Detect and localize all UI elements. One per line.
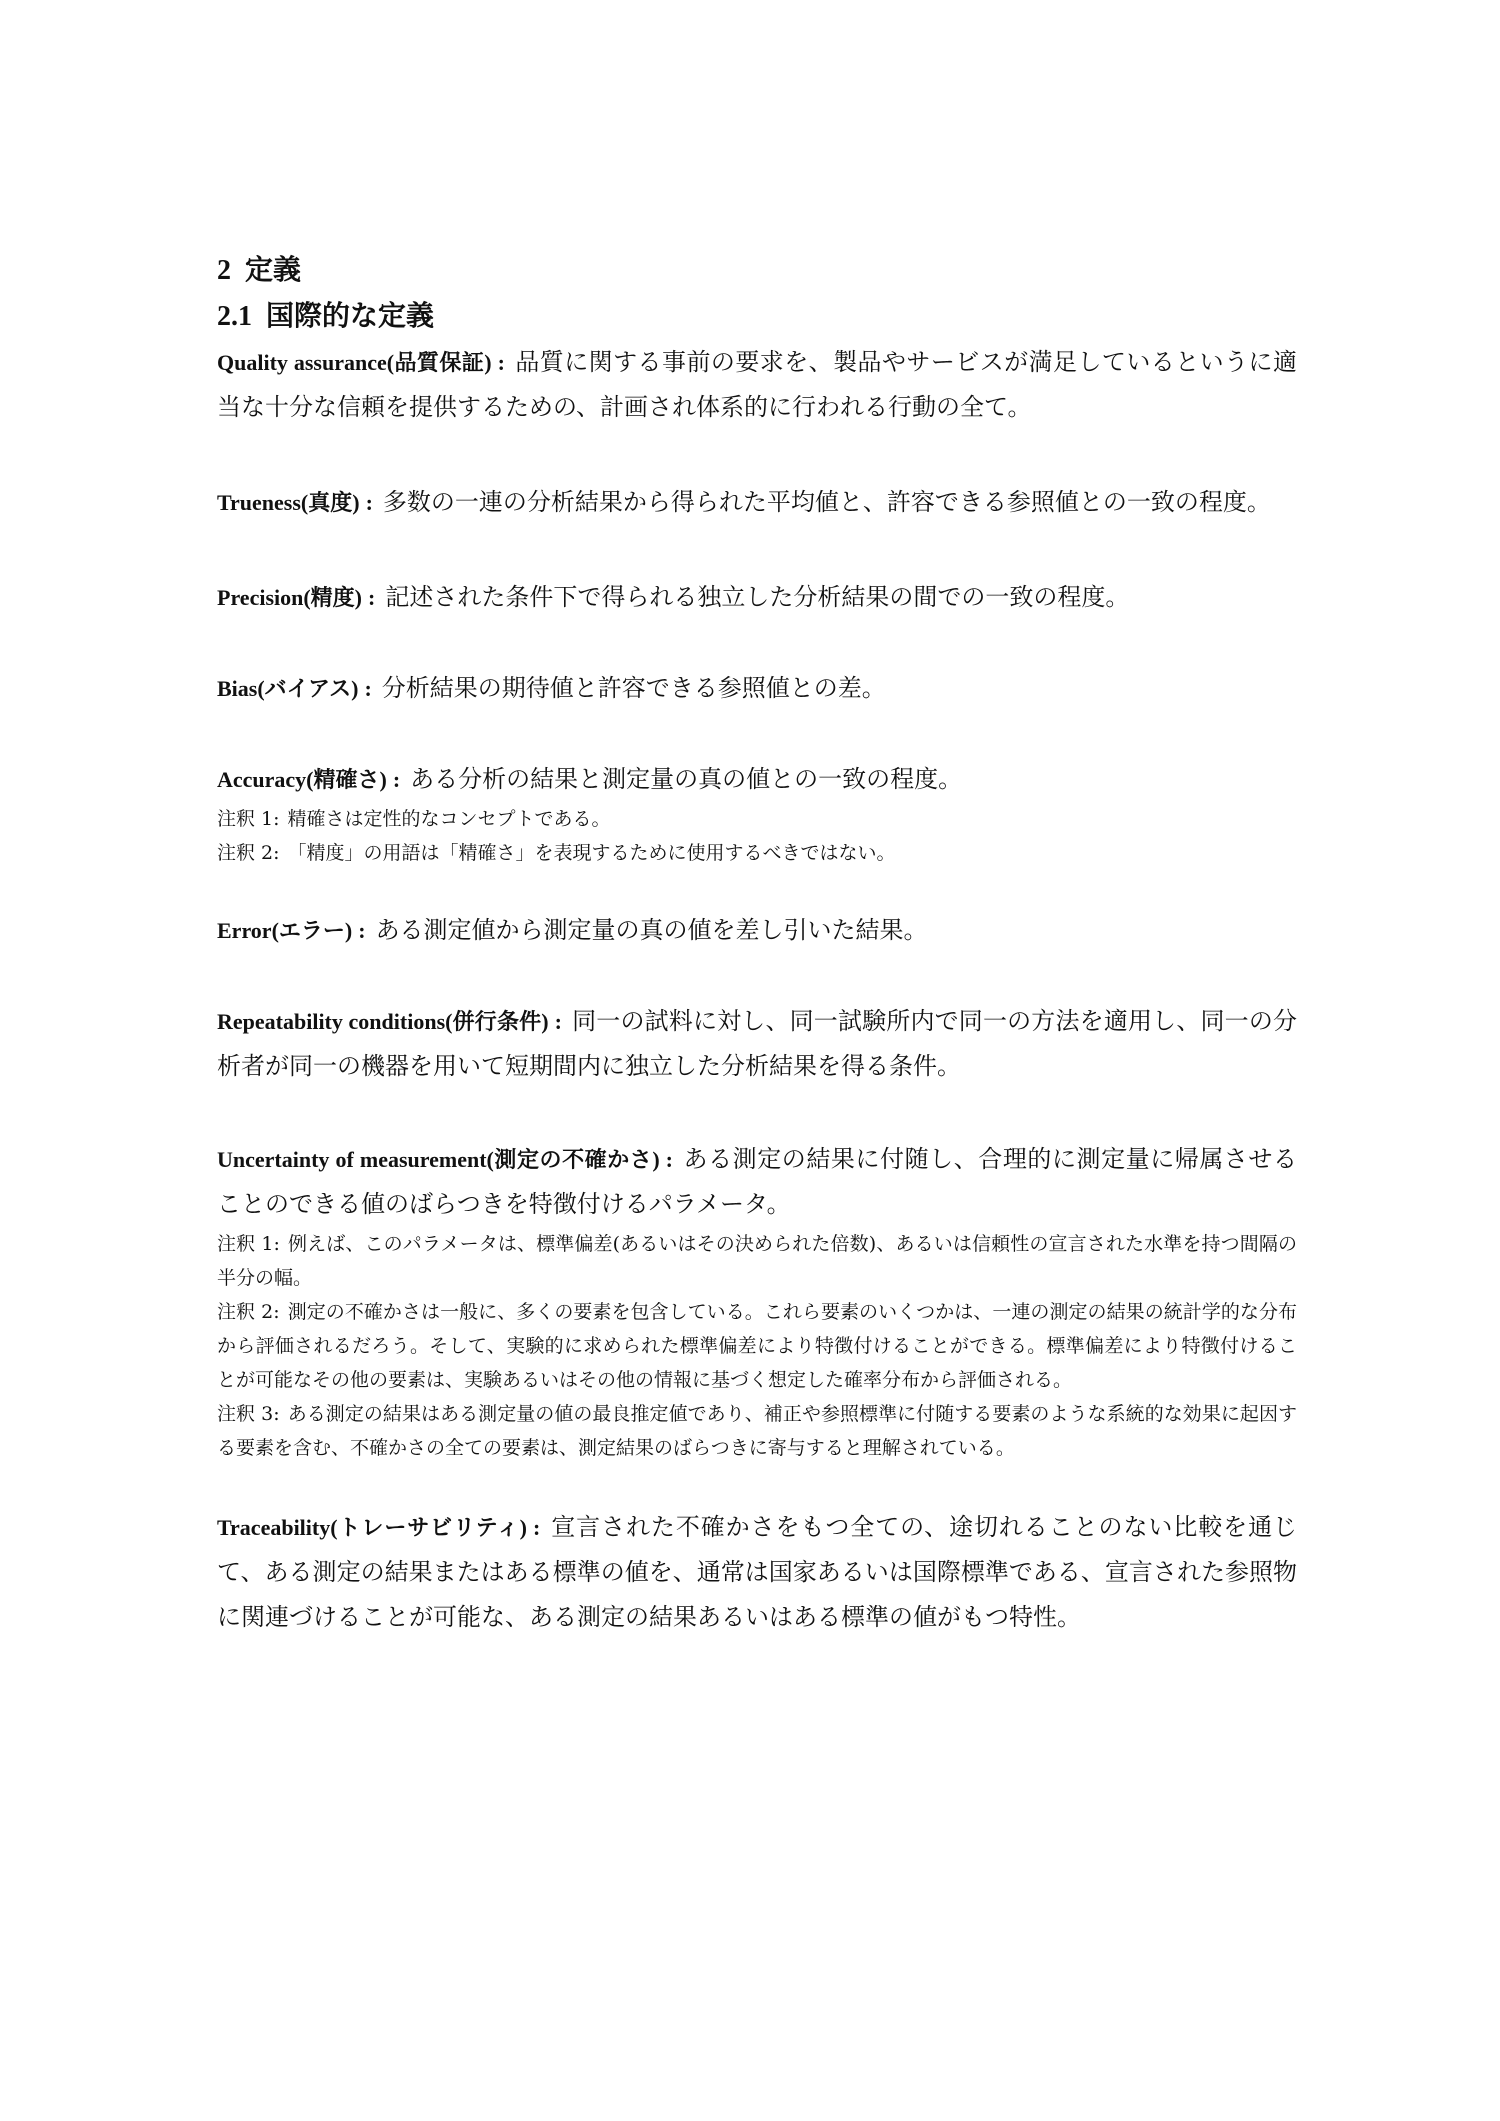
note-label: 注釈 2: xyxy=(217,842,280,864)
definition-accuracy xyxy=(217,757,1297,870)
section-heading xyxy=(217,248,1297,294)
definition-separator: : xyxy=(365,490,373,515)
note-label: 注釈 1: xyxy=(217,1233,280,1255)
definition-term: Uncertainty of measurement(測定の不確かさ) xyxy=(217,1147,660,1172)
note-text: 例えば、このパラメータは、標準偏差(あるいはその決められた倍数)、あるいは信頼性の宣言された水準を持つ間隔の半分の幅。 xyxy=(217,1233,1298,1289)
subsection-number: 2.1 xyxy=(217,301,252,332)
section-number: 2 xyxy=(217,255,231,286)
definition-term: Accuracy(精確さ) xyxy=(217,767,387,792)
definition-bias xyxy=(217,666,1297,711)
definition-body xyxy=(217,666,1297,711)
note-label: 注釈 3: xyxy=(217,1403,280,1425)
definition-separator: : xyxy=(497,350,505,375)
definition-text: 品質に関する事前の要求を、製品やサービスが満足しているというに適当な十分な信頼を提供するための、計画され体系的に行われる行動の全て。 xyxy=(217,348,1297,421)
definition-note xyxy=(217,1227,1297,1295)
definition-body xyxy=(217,480,1297,525)
note-text: ある測定の結果はある測定量の値の最良推定値であり、補正や参照標準に付随する要素のような系統的な効果に起因する要素を含む、不確かさの全ての要素は、測定結果のばらつきに寄与すると理解されている。 xyxy=(217,1403,1297,1459)
definition-term: Trueness(真度) xyxy=(217,490,360,515)
definition-term: Precision(精度) xyxy=(217,585,363,610)
definition-text: ある分析の結果と測定量の真の値との一致の程度。 xyxy=(410,765,963,793)
definition-term: Error(エラー) xyxy=(217,918,353,943)
definition-text: 同一の試料に対し、同一試験所内で同一の方法を適用し、同一の分析者が同一の機器を用いて短期間内に独立した分析結果を得る条件。 xyxy=(217,1007,1297,1080)
definition-separator: : xyxy=(358,918,366,943)
definition-text: 分析結果の期待値と許容できる参照値との差。 xyxy=(381,674,886,702)
definition-note xyxy=(217,1397,1297,1465)
definition-body xyxy=(217,575,1297,620)
definition-quality-assurance xyxy=(217,340,1297,430)
definition-separator: : xyxy=(665,1147,673,1172)
definition-body xyxy=(217,999,1297,1089)
definition-term: Bias(バイアス) xyxy=(217,676,359,701)
definition-text: 宣言された不確かさをもつ全ての、途切れることのない比較を通じて、ある測定の結果またはある標準の値を、通常は国家あるいは国際標準である、宣言された参照物に関連づけることが可能な、ある測定の結果あるいはある標準の値がもつ特性。 xyxy=(217,1513,1297,1631)
definition-separator: : xyxy=(554,1009,562,1034)
definition-separator: : xyxy=(532,1515,541,1540)
note-text: 「精度」の用語は「精確さ」を表現するために使用するべきではない。 xyxy=(287,842,896,864)
definition-term: Traceability(トレーサビリティ) xyxy=(217,1515,527,1540)
definition-term: Quality assurance(品質保証) xyxy=(217,350,492,375)
definition-text: 記述された条件下で得られる独立した分析結果の間での一致の程度。 xyxy=(385,583,1130,611)
definition-list xyxy=(217,340,1297,1640)
definition-error xyxy=(217,908,1297,953)
definition-body xyxy=(217,908,1297,953)
definition-separator: : xyxy=(392,767,401,792)
definition-text: ある測定の結果に付随し、合理的に測定量に帰属させることのできる値のばらつきを特徴付けるパラメータ。 xyxy=(217,1145,1297,1218)
note-text: 精確さは定性的なコンセプトである。 xyxy=(287,808,611,830)
definition-repeatability-conditions xyxy=(217,999,1297,1089)
definition-separator: : xyxy=(368,585,376,610)
definition-text: ある測定値から測定量の真の値を差し引いた結果。 xyxy=(375,916,928,944)
note-text: 測定の不確かさは一般に、多くの要素を包含している。これら要素のいくつかは、一連の測定の結果の統計学的な分布から評価されるだろう。そして、実験的に求められた標準偏差により特徴付けることができる。標準偏差により特徴付けることが可能なその他の要素は、実験あるいはその他の情報に基づく想定した確率分布から評価される。 xyxy=(217,1301,1297,1391)
note-label: 注釈 2: xyxy=(217,1301,280,1323)
definition-trueness xyxy=(217,480,1297,525)
definition-separator: : xyxy=(364,676,372,701)
definition-uncertainty-of-measurement xyxy=(217,1137,1297,1465)
document-page xyxy=(217,248,1297,1640)
definition-traceability xyxy=(217,1505,1297,1640)
definition-body xyxy=(217,340,1297,430)
definition-precision xyxy=(217,575,1297,620)
definition-text: 多数の一連の分析結果から得られた平均値と、許容できる参照値との一致の程度。 xyxy=(382,488,1271,516)
definition-note xyxy=(217,802,1297,836)
definition-note xyxy=(217,1295,1297,1397)
definition-body xyxy=(217,757,1297,802)
subsection-heading xyxy=(217,294,1297,340)
definition-body xyxy=(217,1137,1297,1227)
definition-note xyxy=(217,836,1297,870)
definition-body xyxy=(217,1505,1297,1640)
subsection-title: 国際的な定義 xyxy=(266,301,435,332)
note-label: 注釈 1: xyxy=(217,808,280,830)
definition-term: Repeatability conditions(併行条件) xyxy=(217,1009,549,1034)
section-title: 定義 xyxy=(245,255,302,286)
